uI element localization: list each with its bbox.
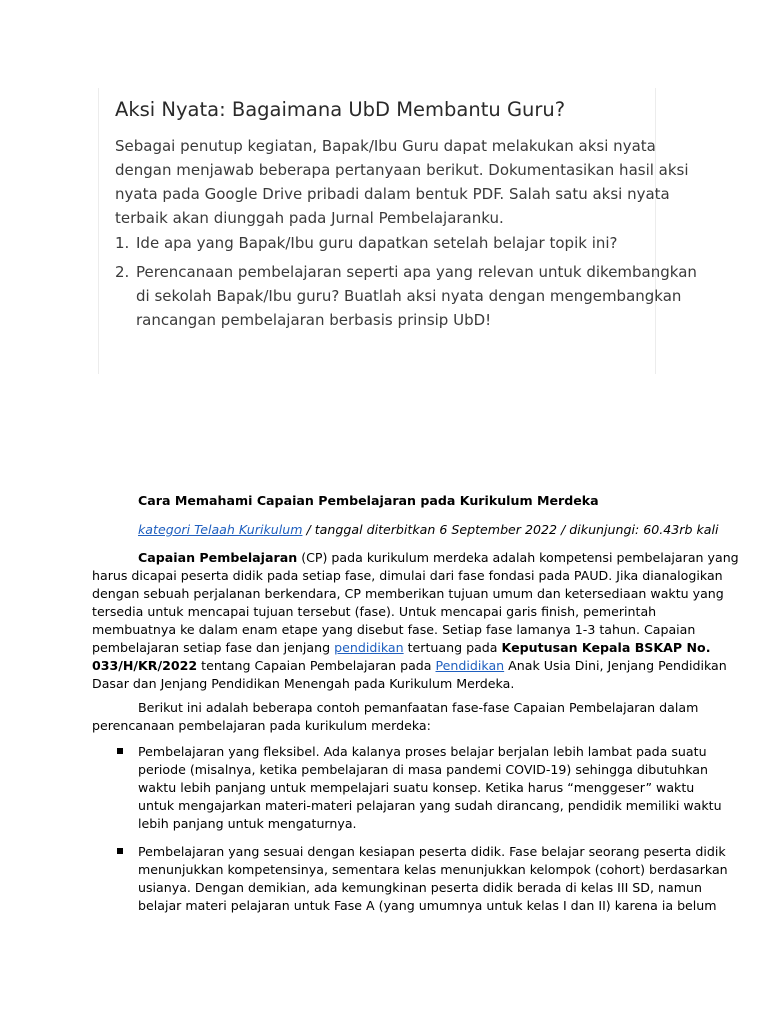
bold-term: Capaian Pembelajaran [138,550,298,565]
card-intro-line: nyata pada Google Drive pribadi dalam bentuk PDF. Salah satu aksi nyata [115,185,670,203]
paragraph-line: harus dicapai peserta didik pada setiap fase, dimulai dari fase fondasi pada PAUD. Jika dianalogikan [92,568,723,583]
bullet-line: menunjukkan kompetensinya, sementara kelas menunjukkan kelompok (cohort) berdasarkan [138,862,728,877]
text-run: tertuang pada [403,640,502,655]
bullet-line: Pembelajaran yang sesuai dengan kesiapan peserta didik. Fase belajar seorang peserta didik [138,844,726,859]
question-text: Ide apa yang Bapak/Ibu guru dapatkan setelah belajar topik ini? [136,234,618,252]
bullet-line: belajar materi pelajaran untuk Fase A (yang umumnya untuk kelas I dan II) karena ia belum [138,898,717,913]
paragraph-line: tersedia untuk mencapai tujuan tersebut (fase). Untuk mencapai garis finish, pemerintah [92,604,657,619]
paragraph-line: Dasar dan Jenjang Pendidikan Menengah pada Kurikulum Merdeka. [92,676,515,691]
text-run: Anak Usia Dini, Jenjang Pendidikan [504,658,727,673]
bold-term: Keputusan Kepala BSKAP No. [501,640,711,655]
bullet-marker [117,848,123,854]
bullet-line: untuk mengajarkan materi-materi pelajaran yang sudah dirancang, pendidik memiliki waktu [138,798,722,813]
card-title: Aksi Nyata: Bagaimana UbD Membantu Guru? [115,98,566,121]
bullet-line: Pembelajaran yang fleksibel. Ada kalanya proses belajar berjalan lebih lambat pada suatu [138,744,707,759]
bullet-line: waktu lebih panjang untuk mempelajari suatu konsep. Ketika harus “menggeser” waktu [138,780,695,795]
bullet-item [138,743,722,833]
question-item [115,260,697,332]
text-run: pembelajaran setiap fase dan jenjang [92,640,335,655]
question-number: 2. [115,263,130,281]
text-run: tentang Capaian Pembelajaran pada [197,658,436,673]
bullet-line: usianya. Dengan demikian, ada kemungkinan peserta didik berada di kelas III SD, namun [138,880,702,895]
pendidikan-link[interactable]: pendidikan [334,640,404,655]
card-intro-line: Sebagai penutup kegiatan, Bapak/Ibu Guru dapat melakukan aksi nyata [115,137,656,155]
paragraph-line [92,639,711,657]
article-meta [138,521,718,539]
text-run: (CP) pada kurikulum merdeka adalah kompetensi pembelajaran yang [297,550,739,565]
question-number: 1. [115,234,130,252]
card-intro-line: dengan menjawab beberapa pertanyaan berikut. Dokumentasikan hasil aksi [115,161,689,179]
bullet-line: periode (misalnya, ketika pembelajaran di masa pandemi COVID-19) sehingga dibutuhkan [138,762,708,777]
question-text: di sekolah Bapak/Ibu guru? Buatlah aksi nyata dengan mengembangkan [136,287,682,305]
article-meta-text: / tanggal diterbitkan 6 September 2022 / dikunjungi: 60.43rb kali [302,522,719,537]
paragraph-line: Berikut ini adalah beberapa contoh pemanfaatan fase-fase Capaian Pembelajaran dalam [138,700,699,715]
pendidikan-link[interactable]: Pendidikan [435,658,505,673]
aksi-nyata-card [98,88,697,374]
question-item [115,231,645,255]
paragraph-line [92,657,727,675]
card-intro-line: terbaik akan diunggah pada Jurnal Pembelajaranku. [115,209,504,227]
question-text: rancangan pembelajaran berbasis prinsip UbD! [136,311,492,329]
paragraph-line: dengan sebuah perjalanan berkendara, CP memberikan tujuan umum dan ketersediaan waktu yang [92,586,724,601]
category-link[interactable]: kategori Telaah Kurikulum [138,522,303,537]
paragraph-line: membuatnya ke dalam enam etape yang disebut fase. Setiap fase lamanya 1-3 tahun. Capaian [92,622,696,637]
bullet-line: lebih panjang untuk mengaturnya. [138,816,357,831]
article-title: Cara Memahami Capaian Pembelajaran pada Kurikulum Merdeka [138,493,599,508]
bullet-item [138,843,728,915]
bullet-marker [117,748,123,754]
bold-term: 033/H/KR/2022 [92,658,198,673]
question-text: Perencanaan pembelajaran seperti apa yang relevan untuk dikembangkan [136,263,697,281]
paragraph-line: perencanaan pembelajaran pada kurikulum merdeka: [92,718,431,733]
card-intro [115,134,689,230]
question-list [115,231,697,332]
paragraph-line [92,549,739,567]
paragraph-intro-examples [92,699,699,735]
paragraph-capaian [92,549,739,693]
